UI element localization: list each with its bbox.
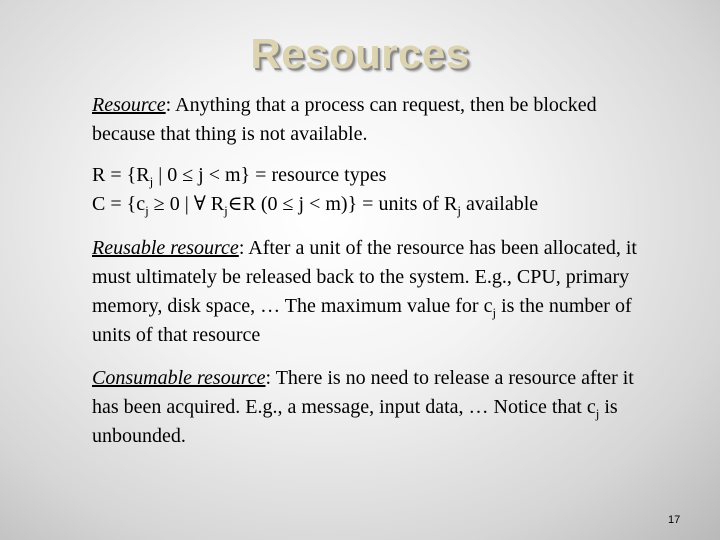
set-c-part-d: available (460, 193, 539, 215)
set-r-part-b: | 0 ≤ j < m} = resource types (153, 164, 387, 186)
set-c-sub-2: j (224, 203, 228, 218)
consumable-text-b: is unbounded. (92, 396, 618, 447)
reusable-text-a: : After a unit of the resource has been allocated, it must ultimately be released back to the system. E.g., CPU, primary memory, disk space, … The maximum value for c (92, 237, 637, 317)
resource-definition (92, 91, 662, 149)
slide-title: Resources (250, 30, 470, 77)
consumable-text-a: : There is no need to release a resource after it has been acquired. E.g., a message, input data, … Notice that c (92, 367, 634, 418)
reusable-sub: j (492, 305, 497, 320)
set-c-part-a: C = {c (92, 193, 146, 215)
reusable-text-b: is the number of units of that resource (92, 295, 632, 346)
set-c-sub-3: j (457, 203, 461, 218)
slide-body (92, 91, 662, 463)
consumable-sub: j (595, 406, 600, 421)
set-c-part-b: ≥ 0 | ∀ R (148, 193, 225, 215)
set-c-sub-1: j (145, 203, 149, 218)
resource-sets (92, 161, 662, 219)
set-r-part-a: R = {R (92, 164, 150, 186)
reusable-resource-term: Reusable resource (92, 237, 239, 259)
set-r-sub: j (149, 174, 154, 189)
resource-term: Resource (92, 94, 166, 116)
set-c-part-c: ∈R (0 ≤ j < m)} = units of R (227, 193, 458, 215)
page-number: 17 (668, 514, 681, 526)
resource-definition-text: : Anything that a process can request, then be blocked because that thing is not available. (92, 94, 597, 145)
resource-set-r (92, 164, 387, 189)
consumable-resource-definition (92, 364, 662, 451)
consumable-resource-term: Consumable resource (92, 367, 266, 389)
reusable-resource-definition (92, 234, 662, 350)
resource-set-c (92, 193, 539, 218)
